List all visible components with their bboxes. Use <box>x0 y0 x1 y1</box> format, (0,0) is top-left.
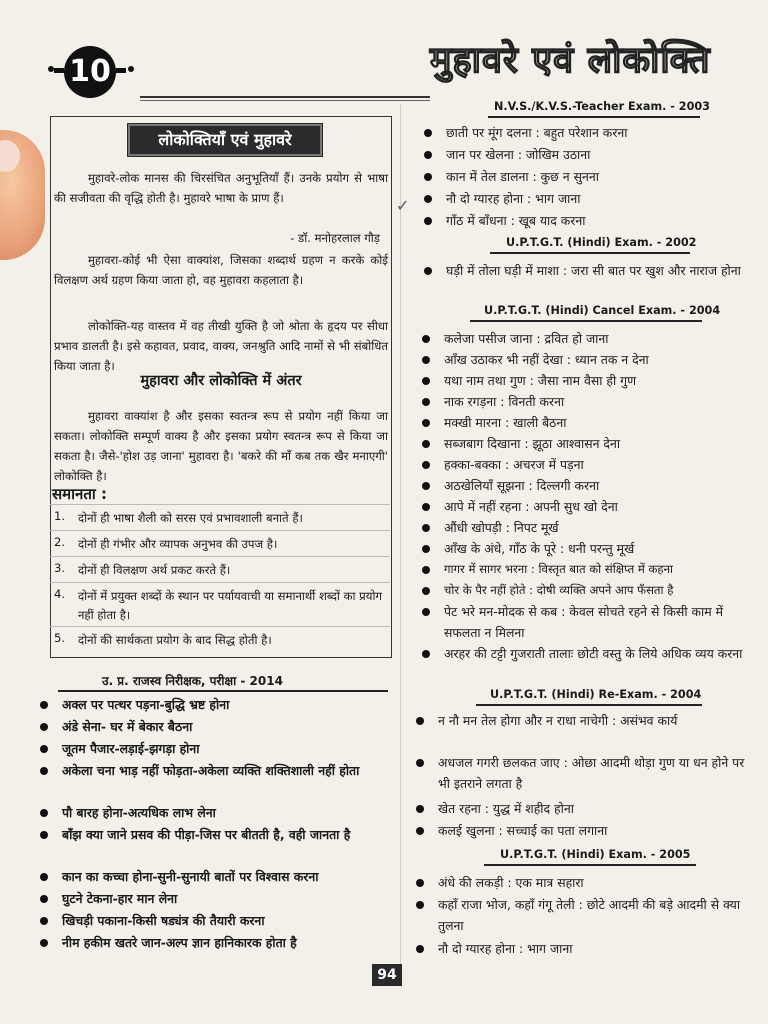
bullet-icon <box>424 267 432 275</box>
section-rule <box>484 864 696 866</box>
similarity-item <box>50 556 390 583</box>
similarity-item <box>50 504 390 531</box>
bullet-icon <box>416 827 424 835</box>
title-rule-thin <box>140 100 430 101</box>
chapter-number: 10 <box>64 46 116 98</box>
idiom-item: पेट भरे मन-मोदक से कब : केवल सोचते रहने से किसी काम में सफलता न मिलना <box>444 601 760 643</box>
bullet-icon <box>40 895 48 903</box>
bullet-icon <box>422 482 430 490</box>
idiom-item: कान का कच्चा होना-सुनी-सुनायी बातों पर विश्वास करना <box>62 866 388 887</box>
similarity-item <box>50 626 390 655</box>
similarity-item <box>50 582 390 627</box>
idiom-item: अक्ल पर पत्थर पड़ना-बुद्धि भ्रष्ट होना <box>62 694 388 715</box>
chapter-title: मुहावरे एवं लोकोक्ति <box>430 39 711 81</box>
section-heading: U.P.T.G.T. (Hindi) Cancel Exam. - 2004 <box>484 304 721 317</box>
similarity-number: 4. <box>54 587 66 601</box>
bullet-icon <box>40 745 48 753</box>
bullet-icon <box>40 873 48 881</box>
title-rule <box>140 96 430 98</box>
quote-author: - डॉ. मनोहरलाल गौड़ <box>290 230 380 245</box>
bullet-icon <box>424 217 432 225</box>
box-title: लोकोक्तियाँ एवं मुहावरे <box>128 124 322 156</box>
bullet-icon <box>424 173 432 181</box>
bullet-icon <box>40 809 48 817</box>
bullet-icon <box>416 901 424 909</box>
bullet-icon <box>40 723 48 731</box>
bullet-icon <box>40 917 48 925</box>
bullet-icon <box>424 195 432 203</box>
bullet-icon <box>422 419 430 427</box>
idiom-item: नौ दो ग्यारह होना : भाग जाना <box>446 188 756 209</box>
chapter-dot-right <box>128 66 134 72</box>
idiom-item: चोर के पैर नहीं होते : दोषी व्यक्ति अपने आप फँसता है <box>444 580 760 601</box>
idiom-item: छाती पर मूंग दलना : बहुत परेशान करना <box>446 122 756 143</box>
section-heading: U.P.T.G.T. (Hindi) Exam. - 2002 <box>506 236 697 249</box>
section-rule <box>488 116 700 118</box>
similarity-number: 5. <box>54 631 66 645</box>
intro-paragraph: मुहावरे-लोक मानस की चिरसंचित अनुभूतियाँ हैं। उनके प्रयोग से भाषा की सजीवता की वृद्धि होती है। मुहावरे भाषा के प्राण हैं। <box>54 170 388 205</box>
bullet-icon <box>416 759 424 767</box>
idiom-item: अरहर की टट्टी गुजराती तालाः छोटी वस्तु के लिये अधिक व्यय करना <box>444 643 760 664</box>
idiom-item: जूतम पैजार-लड़ाई-झगड़ा होना <box>62 738 388 759</box>
bullet-icon <box>424 151 432 159</box>
similarity-text: दोनों की सार्थकता प्रयोग के बाद सिद्ध होती है। <box>78 633 272 647</box>
similarity-item <box>50 530 390 557</box>
bullet-icon <box>40 701 48 709</box>
bullet-icon <box>422 524 430 532</box>
idiom-item: खिचड़ी पकाना-किसी षड्यंत्र की तैयारी करना <box>62 910 388 931</box>
section-heading: उ. प्र. राजस्व निरीक्षक, परीक्षा - 2014 <box>102 674 283 688</box>
similarity-number: 1. <box>54 509 66 523</box>
bullet-icon <box>422 545 430 553</box>
bullet-icon <box>424 129 432 137</box>
bullet-icon <box>422 440 430 448</box>
similarity-number: 2. <box>54 535 66 549</box>
idiom-item: कलई खुलना : सच्चाई का पता लगाना <box>438 820 758 841</box>
lokokti-definition: लोकोक्ति-यह वास्तव में वह तीखी युक्ति है जो श्रोता के हृदय पर सीधा प्रभाव डालती है। इसे कहावत, प्रवाद, वाक्य, जनश्रुति आदि नामों से भी संबोधित किया जाता है। <box>54 318 388 373</box>
bullet-icon <box>422 335 430 343</box>
idiom-item: अंडे सेना- घर में बेकार बैठना <box>62 716 388 737</box>
difference-paragraph: मुहावरा वाक्यांश है और इसका स्वतन्त्र रूप से प्रयोग नहीं किया जा सकता। लोकोक्ति सम्पूर्ण वाक्य है और इसका प्रयोग स्वतन्त्र रूप से किया जा सकता है। जैसे-'होश उड़ जाना' मुहावरा है। 'बकरे की माँ कब तक खैर मनाएगी' लोकोक्ति है। <box>54 408 388 483</box>
bullet-icon <box>422 398 430 406</box>
bullet-icon <box>422 356 430 364</box>
muhavara-definition: मुहावरा-कोई भी ऐसा वाक्यांश, जिसका शब्दार्थ ग्रहण न करके कोई विलक्षण अर्थ ग्रहण किया जाता हो, वह मुहावरा कहलाता है। <box>54 252 388 287</box>
section-rule <box>470 320 702 322</box>
page-number: 94 <box>372 964 402 986</box>
bullet-icon <box>40 831 48 839</box>
section-heading: U.P.T.G.T. (Hindi) Re-Exam. - 2004 <box>490 688 702 701</box>
idiom-item: आपे में नहीं रहना : अपनी सुध खो देना <box>444 496 760 517</box>
idiom-item: औंधी खोपड़ी : निपट मूर्ख <box>444 517 760 538</box>
idiom-item: नीम हकीम खतरे जान-अल्प ज्ञान हानिकारक होता है <box>62 932 388 953</box>
bullet-icon <box>416 717 424 725</box>
section-heading: N.V.S./K.V.S.-Teacher Exam. - 2003 <box>494 100 710 113</box>
idiom-item: घड़ी में तोला घड़ी में माशा : जरा सी बात पर खुश और नाराज होना <box>446 260 756 281</box>
column-divider <box>400 104 401 964</box>
idiom-item: अधजल गगरी छलकत जाए : ओछा आदमी थोड़ा गुण या धन होने पर भी इतराने लगता है <box>438 752 758 794</box>
similarity-text: दोनों में प्रयुक्त शब्दों के स्थान पर पर्यायवाची या समानार्थी शब्दों का प्रयोग नहीं होता है। <box>78 589 383 622</box>
chapter-dash-right <box>116 68 126 73</box>
idiom-item: यथा नाम तथा गुण : जैसा नाम वैसा ही गुण <box>444 370 760 391</box>
bullet-icon <box>416 945 424 953</box>
idiom-item: अकेला चना भाड़ नहीं फोड़ता-अकेला व्यक्ति शक्तिशाली नहीं होता <box>62 760 388 781</box>
idiom-item: नौ दो ग्यारह होना : भाग जाना <box>438 938 758 959</box>
idiom-item: खेत रहना : युद्ध में शहीद होना <box>438 798 758 819</box>
bullet-icon <box>40 939 48 947</box>
pen-check-icon: ✓ <box>396 196 410 215</box>
idiom-item: कलेजा पसीज जाना : द्रवित हो जाना <box>444 328 760 349</box>
bullet-icon <box>422 650 430 658</box>
bullet-icon <box>422 503 430 511</box>
idiom-item: आँख के अंधे, गाँठ के पूरे : धनी परन्तु मूर्ख <box>444 538 760 559</box>
idiom-item: नाक रगड़ना : विनती करना <box>444 391 760 412</box>
similarity-number: 3. <box>54 561 66 575</box>
idiom-item: कहाँ राजा भोज, कहाँ गंगू तेली : छोटे आदमी की बड़े आदमी से क्या तुलना <box>438 894 758 936</box>
section-rule <box>490 252 690 254</box>
similarity-text: दोनों ही भाषा शैली को सरस एवं प्रभावशाली बनाते हैं। <box>78 511 303 525</box>
idiom-item: न नौ मन तेल होगा और न राधा नाचेगी : असंभव कार्य <box>438 710 758 731</box>
chapter-dash-left <box>54 68 64 73</box>
idiom-item: मक्खी मारना : खाली बैठना <box>444 412 760 433</box>
idiom-item: कान में तेल डालना : कुछ न सुनना <box>446 166 756 187</box>
bullet-icon <box>40 767 48 775</box>
bullet-icon <box>422 566 430 574</box>
idiom-item: आँख उठाकर भी नहीं देखा : ध्यान तक न देना <box>444 349 760 370</box>
idiom-item: हक्का-बक्का : अचरज में पड़ना <box>444 454 760 475</box>
bullet-icon <box>422 461 430 469</box>
similarity-heading: समानता : <box>52 485 107 503</box>
idiom-item: अठखेलियाँ सूझना : दिल्लगी करना <box>444 475 760 496</box>
bullet-icon <box>422 587 430 595</box>
idiom-item: पौ बारह होना-अत्यधिक लाभ लेना <box>62 802 388 823</box>
idiom-item: गाँठ में बाँधना : खूब याद करना <box>446 210 756 231</box>
idiom-item: अंधे की लकड़ी : एक मात्र सहारा <box>438 872 758 893</box>
section-rule <box>58 690 388 692</box>
chapter-badge <box>48 46 140 98</box>
difference-heading: मुहावरा और लोकोक्ति में अंतर <box>140 373 302 389</box>
section-heading: U.P.T.G.T. (Hindi) Exam. - 2005 <box>500 848 691 861</box>
idiom-item: जान पर खेलना : जोखिम उठाना <box>446 144 756 165</box>
bullet-icon <box>416 805 424 813</box>
section-rule <box>476 704 702 706</box>
bullet-icon <box>422 608 430 616</box>
bullet-icon <box>416 879 424 887</box>
idiom-item: सब्जबाग दिखाना : झूठा आश्वासन देना <box>444 433 760 454</box>
bullet-icon <box>422 377 430 385</box>
similarity-text: दोनों ही गंभीर और व्यापक अनुभव की उपज है। <box>78 537 278 551</box>
similarity-text: दोनों ही विलक्षण अर्थ प्रकट करते हैं। <box>78 563 231 577</box>
idiom-item: गागर में सागर भरना : विस्तृत बात को संक्षिप्त में कहना <box>444 559 760 580</box>
idiom-item: घुटने टेकना-हार मान लेना <box>62 888 388 909</box>
idiom-item: बाँझ क्या जाने प्रसव की पीड़ा-जिस पर बीतती है, वही जानता है <box>62 824 388 845</box>
